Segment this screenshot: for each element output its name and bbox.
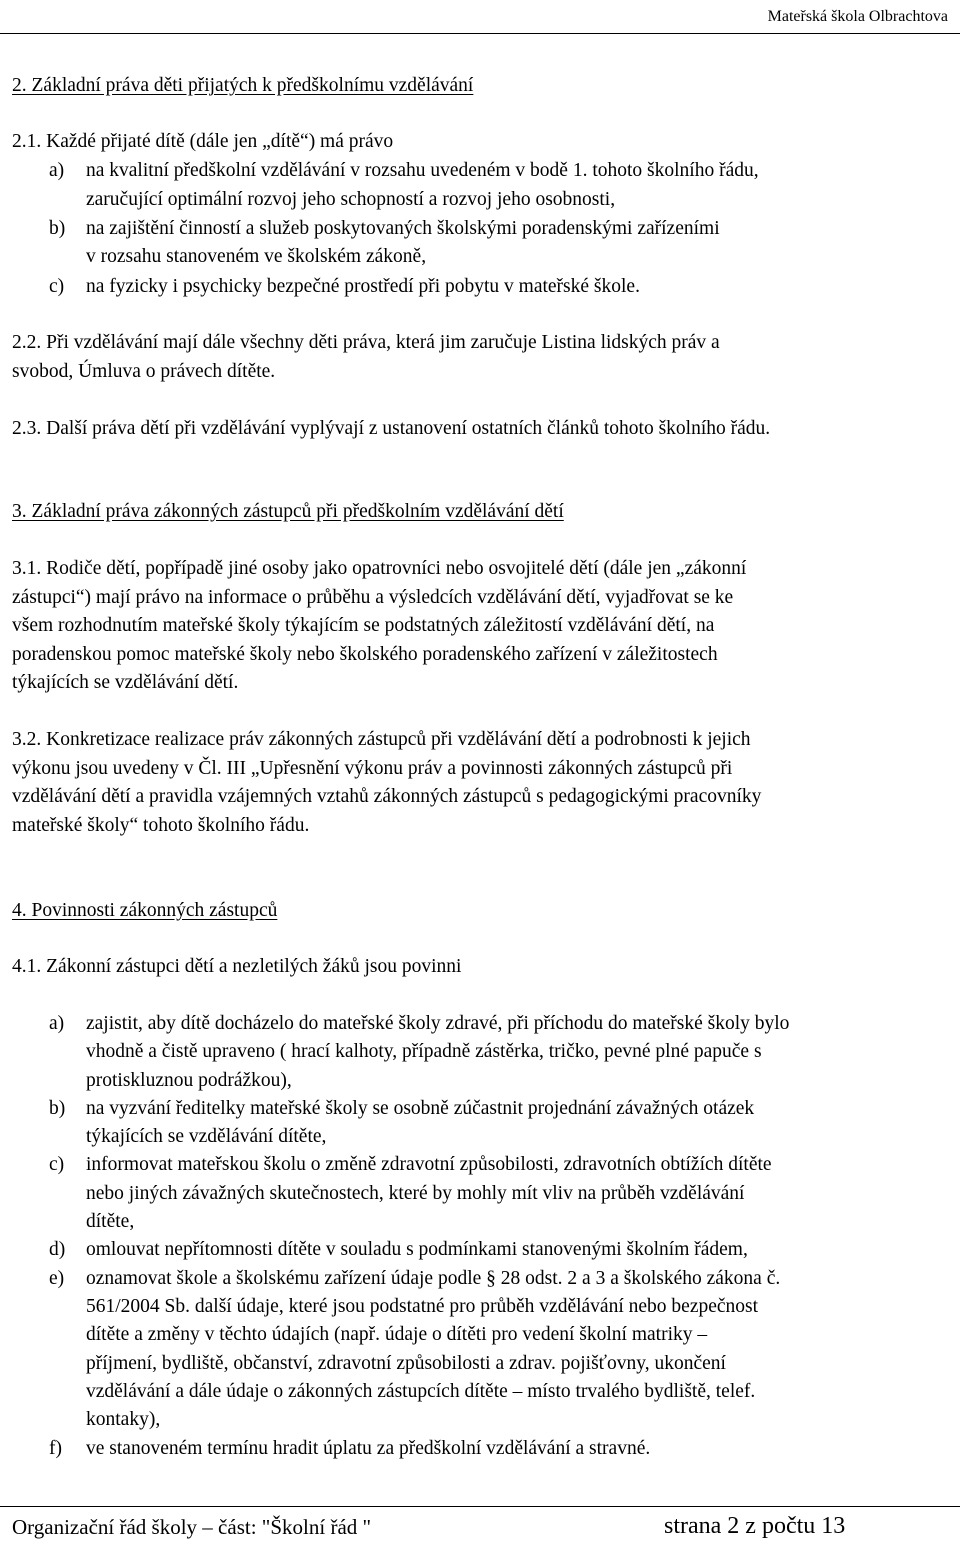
header-rule — [0, 33, 960, 34]
list-item-f-line: ve stanoveném termínu hradit úplatu za předškolní vzdělávání a stravné. — [86, 1438, 651, 1459]
footer-document-title: Organizační řád školy – část: "Školní řád " — [12, 1515, 372, 1539]
para-2-3: 2.3. Další práva dětí při vzdělávání vyplývají z ustanovení ostatních článků tohoto školního řádu. — [12, 418, 771, 439]
list-label-c: c) — [49, 276, 65, 297]
para-3-1-line: poradenskou pomoc mateřské školy nebo školského poradenského zařízení v záležitostech — [12, 644, 718, 665]
footer-page-number: strana 2 z počtu 13 — [664, 1513, 846, 1539]
list-label-a: a) — [49, 1013, 65, 1034]
list-item-e-line: příjmení, bydliště, občanství, zdravotní způsobilosti a zdrav. pojišťovny, ukončení — [86, 1353, 726, 1374]
list-item-c-line: nebo jiných závažných skutečnostech, které by mohly mít vliv na průběh vzdělávání — [86, 1183, 745, 1204]
list-item-c-line: dítěte, — [86, 1211, 135, 1232]
para-3-2-line: výkonu jsou uvedeny v Čl. III „Upřesnění výkonu práv a povinnosti zákonných zástupců při — [12, 758, 733, 779]
para-3-2-line: mateřské školy“ tohoto školního řádu. — [12, 815, 310, 836]
list-item-e-line: dítěte a změny v těchto údajích (např. údaje o dítěti pro vedení školní matriky – — [86, 1324, 708, 1345]
para-3-2-line: 3.2. Konkretizace realizace práv zákonných zástupců při vzdělávání dětí a podrobnosti k jejich — [12, 729, 751, 750]
list-item-e-line: vzdělávání a dále údaje o zákonných zástupcích dítěte – místo trvalého bydliště, telef. — [86, 1381, 756, 1402]
list-label-f: f) — [49, 1438, 62, 1459]
footer-rule — [0, 1506, 960, 1507]
section-4-heading: 4. Povinnosti zákonných zástupců — [12, 900, 278, 921]
list-label-a: a) — [49, 160, 65, 181]
list-label-c: c) — [49, 1154, 65, 1175]
para-3-1-line: týkajících se vzdělávání dětí. — [12, 672, 239, 693]
list-item-d-line: omlouvat nepřítomnosti dítěte v souladu s podmínkami stanovenými školním řádem, — [86, 1239, 748, 1260]
list-item-e-line: 561/2004 Sb. další údaje, které jsou podstatné pro průběh vzdělávání nebo bezpečnost — [86, 1296, 759, 1317]
list-label-d: d) — [49, 1239, 66, 1260]
para-3-1-line: všem rozhodnutím mateřské školy týkajícím se podstatných záležitostí vzdělávání dětí, na — [12, 615, 715, 636]
para-2-2-line: svobod, Úmluva o právech dítěte. — [12, 361, 276, 382]
list-label-b: b) — [49, 218, 66, 239]
section-3-heading: 3. Základní práva zákonných zástupců při předškolním vzdělávání dětí — [12, 501, 564, 522]
list-item-e-line: kontaky), — [86, 1409, 161, 1430]
para-4-1-intro: 4.1. Zákonní zástupci dětí a nezletilých žáků jsou povinni — [12, 956, 462, 977]
list-item-e-line: oznamovat škole a školskému zařízení údaje podle § 28 odst. 2 a 3 a školského zákona č. — [86, 1268, 781, 1289]
list-label-b: b) — [49, 1098, 66, 1119]
para-2-1-line: na kvalitní předškolní vzdělávání v rozsahu uvedeném v bodě 1. tohoto školního řádu, — [86, 160, 759, 181]
list-label-e: e) — [49, 1268, 65, 1289]
list-item-a-line: zajistit, aby dítě docházelo do mateřské školy zdravé, při příchodu do mateřské školy bylo — [86, 1013, 790, 1034]
list-item-a-line: vhodně a čistě upraveno ( hrací kalhoty, případně zástěrka, tričko, pevné plné papuče s — [86, 1041, 762, 1062]
para-3-2-line: vzdělávání dětí a pravidla vzájemných vztahů zákonných zástupců s pedagogickými pracovníky — [12, 786, 762, 807]
para-3-1-line: zástupci“) mají právo na informace o průběhu a výsledcích vzdělávání dětí, vyjadřovat se ke — [12, 587, 734, 608]
list-item-b-line: týkajících se vzdělávání dítěte, — [86, 1126, 327, 1147]
para-2-2-line: 2.2. Při vzdělávání mají dále všechny děti práva, která jim zaručuje Listina lidských práv a — [12, 332, 720, 353]
para-2-1-line: v rozsahu stanoveném ve školském zákoně, — [86, 246, 427, 267]
list-item-b-line: na vyzvání ředitelky mateřské školy se osobně zúčastnit projednání závažných otázek — [86, 1098, 755, 1119]
para-3-1-line: 3.1. Rodiče dětí, popřípadě jiné osoby jako opatrovníci nebo osvojitelé dětí (dále jen „zákonní — [12, 558, 747, 579]
para-2-1-line: na zajištění činností a služeb poskytovaných školskými poradenskými zařízeními — [86, 218, 720, 239]
running-header: Mateřská škola Olbrachtova — [767, 8, 948, 25]
para-2-1-line: zaručující optimální rozvoj jeho schopností a rozvoj jeho osobnosti, — [86, 189, 616, 210]
para-2-1-intro: 2.1. Každé přijaté dítě (dále jen „dítě“) má právo — [12, 131, 394, 152]
para-2-1-line: na fyzicky i psychicky bezpečné prostředí při pobytu v mateřské škole. — [86, 276, 640, 297]
list-item-a-line: protiskluznou podrážkou), — [86, 1070, 292, 1091]
section-2-heading: 2. Základní práva děti přijatých k předškolnímu vzdělávání — [12, 75, 474, 96]
list-item-c-line: informovat mateřskou školu o změně zdravotní způsobilosti, zdravotních obtížích dítěte — [86, 1154, 772, 1175]
